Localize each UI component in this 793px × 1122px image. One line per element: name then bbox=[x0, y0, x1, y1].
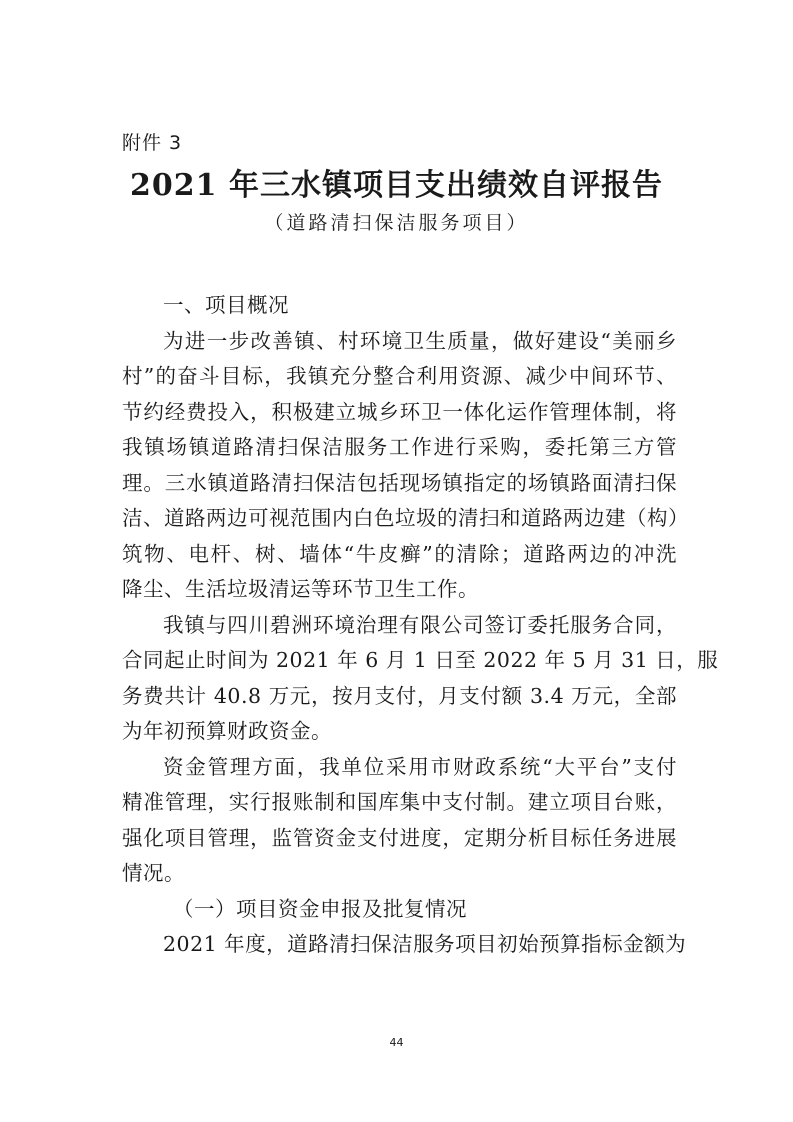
paragraph-line: 降尘、生活垃圾清运等环节卫生工作。 bbox=[122, 577, 479, 601]
report-subtitle: （道路清扫保洁服务项目） bbox=[264, 212, 529, 234]
paragraph-line: 为年初预算财政资金。 bbox=[122, 719, 332, 743]
subsection-heading: （一）项目资金申报及批复情况 bbox=[173, 896, 467, 921]
paragraph-line: 洁、道路两边可视范围内白色垃圾的清扫和道路两边建（构） bbox=[122, 506, 689, 530]
paragraph-line: 情况。 bbox=[122, 861, 185, 885]
paragraph-line: 节约经费投入，积极建立城乡环卫一体化运作管理体制，将 bbox=[122, 399, 677, 424]
paragraph-line: 我镇场镇道路清扫保洁服务工作进行采购，委托第三方管 bbox=[122, 435, 677, 459]
paragraph-line: 为进一步改善镇、村环境卫生质量，做好建设“美丽乡 bbox=[163, 328, 677, 353]
paragraph-contract bbox=[122, 608, 719, 750]
paragraph-line: 筑物、电杆、树、墙体“牛皮癣”的清除；道路两边的冲洗 bbox=[122, 541, 677, 566]
paragraph-overview bbox=[122, 324, 689, 608]
paragraph-line: 强化项目管理，监管资金支付进度，定期分析目标任务进展 bbox=[122, 825, 677, 850]
paragraph-line: 务费共计 40.8 万元，按月支付，月支付额 3.4 万元，全部 bbox=[122, 683, 677, 708]
paragraph-line: 村”的奋斗目标，我镇充分整合利用资源、减少中间环节、 bbox=[122, 364, 677, 388]
paragraph-fund-management bbox=[122, 750, 677, 892]
paragraph-line: 合同起止时间为 2021 年 6 月 1 日至 2022 年 5 月 31 日，服 bbox=[122, 648, 719, 672]
paragraph-budget bbox=[122, 927, 687, 963]
section-heading: 一、项目概况 bbox=[163, 293, 289, 317]
attachment-label: 附件 3 bbox=[122, 132, 183, 154]
paragraph-line: 精准管理，实行报账制和国库集中支付制。建立项目台账， bbox=[122, 790, 677, 814]
paragraph-line: 我镇与四川碧洲环境治理有限公司签订委托服务合同， bbox=[163, 612, 677, 637]
report-title: 2021 年三水镇项目支出绩效自评报告 bbox=[130, 168, 663, 203]
report-body bbox=[122, 288, 719, 963]
paragraph-line: 资金管理方面，我单位采用市财政系统“大平台”支付 bbox=[163, 754, 677, 779]
page-number: 44 bbox=[389, 1036, 404, 1049]
paragraph-line: 理。三水镇道路清扫保洁包括现场镇指定的场镇路面清扫保 bbox=[122, 470, 677, 495]
paragraph-line: 2021 年度，道路清扫保洁服务项目初始预算指标金额为 bbox=[163, 932, 687, 956]
